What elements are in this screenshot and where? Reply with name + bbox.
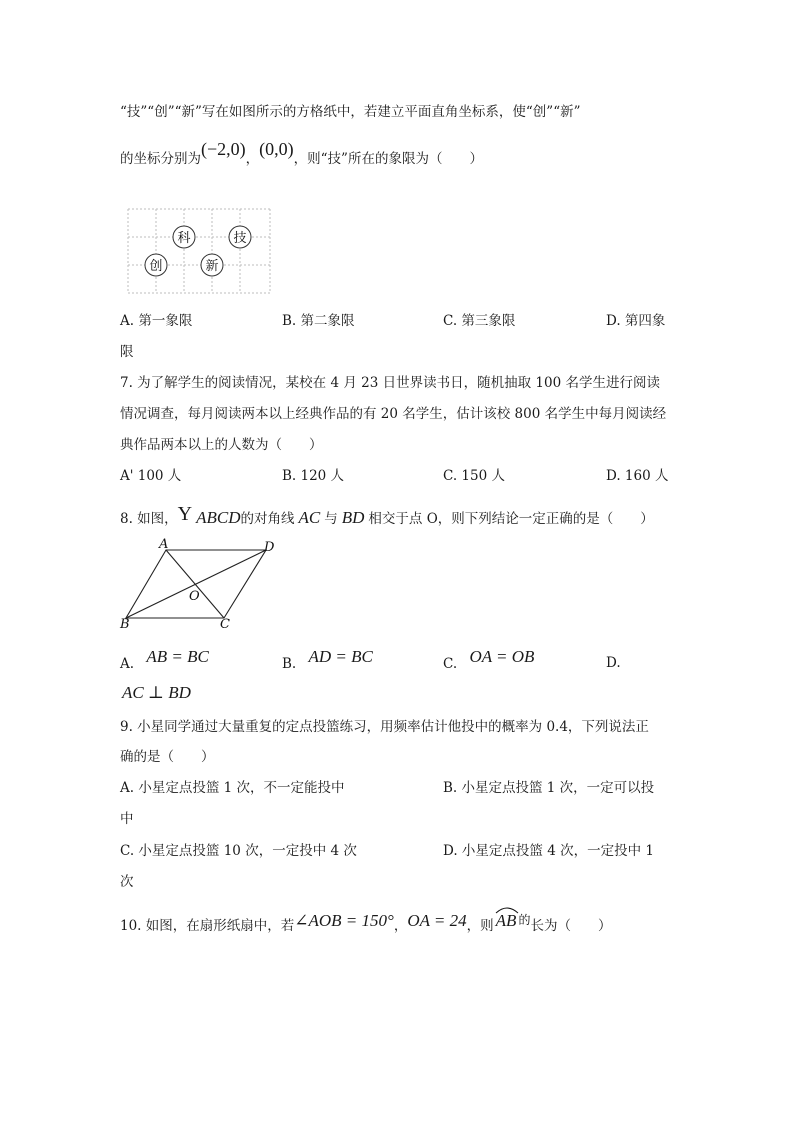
q10-arc-label: AB [495,911,517,930]
q8-option-a-math: AB = BC [146,647,209,666]
q8-mid1: 的对角线 [240,511,295,527]
q8-parallelogram-figure [114,538,284,632]
q7-option-b[interactable]: B. 120 人 [282,468,345,484]
q8-abcd: ABCD [196,508,241,527]
q10-prefix: 10. 如图，在扇形纸扇中，若 [120,918,295,934]
q10-arc-ab [496,910,517,932]
q8-suffix: 相交于点 O，则下列结论一定正确的是（ ） [368,511,654,527]
q7-line-2: 情况调查，每月阅读两本以上经典作品的有 20 名学生，估计该校 800 名学生中每月阅读经 [120,406,667,422]
q6-line-1: “技”“创”“新”写在如图所示的方格纸中，若建立平面直角坐标系，使“创”“新” [120,104,581,120]
q7-line-3: 典作品两本以上的人数为（ ） [120,437,323,453]
q9-option-d[interactable]: D. 小星定点投篮 4 次，一定投中 1 [443,843,654,859]
q8-option-c-label: C. [443,656,458,672]
q8-ac: AC [298,508,321,527]
q9-line-2: 确的是（ ） [120,749,215,765]
q10-oa: OA = 24 [407,911,467,930]
q6-option-b[interactable]: B. 第二象限 [282,313,355,329]
q10-comma: ， [393,918,408,934]
label-d: D [264,540,275,555]
q10-de: 的 [518,913,531,927]
grid-char-chuang: 创 [149,259,163,274]
q8-option-b-label: B. [282,656,297,672]
q10-stem [120,911,612,936]
q10-suffix: 长为（ ） [530,918,612,934]
q6-option-d-continued: 限 [120,344,134,360]
q6-option-c[interactable]: C. 第三象限 [443,313,516,329]
q7-option-a[interactable]: A' 100 人 [120,468,182,484]
q9-option-a[interactable]: A. 小星定点投篮 1 次，不一定能投中 [120,780,345,796]
label-o: O [189,589,200,604]
q8-option-c-math: OA = OB [469,647,535,666]
grid-char-ke: 科 [177,231,191,246]
q8-option-a-label: A. [120,656,135,672]
q9-option-c[interactable]: C. 小星定点投篮 10 次，一定投中 4 次 [120,843,357,859]
q8-stem [120,503,654,528]
q8-bd: BD [341,508,365,527]
grid-char-ji: 技 [233,231,247,246]
q6-option-a[interactable]: A. 第一象限 [120,313,193,329]
q6-coord-chuang: (−2,0) [201,139,246,159]
parallelogram-symbol: Y [177,503,193,525]
q7-option-d[interactable]: D. 160 人 [606,468,669,484]
q8-prefix: 8. 如图， [120,511,178,527]
q6-option-d[interactable]: D. 第四象 [606,313,666,329]
q9-line-1: 9. 小星同学通过大量重复的定点投篮练习，用频率估计他投中的概率为 0.4，下列说法正 [120,719,649,735]
q6-grid-figure [126,207,272,297]
q7-line-1: 7. 为了解学生的阅读情况，某校在 4 月 23 日世界读书日，随机抽取 100 名学生进行阅读 [120,375,660,391]
q8-option-b-math: AD = BC [308,647,373,666]
q9-option-d-continued: 次 [120,874,134,890]
q8-mid2: 与 [324,511,338,527]
q6-line-2 [120,139,483,168]
label-b: B [120,617,130,632]
q9-option-b[interactable]: B. 小星定点投篮 1 次，一定可以投 [443,780,655,796]
label-c: C [220,617,230,632]
q8-option-b[interactable] [282,647,373,674]
q6-text-b: ，则“技”所在的象限为（ ） [293,151,483,167]
q6-coord-xin: (0,0) [259,139,294,159]
q10-mid: ，则 [466,918,494,934]
q6-comma: ， [245,151,260,167]
grid-char-xin: 新 [205,259,219,274]
q7-option-c[interactable]: C. 150 人 [443,468,505,484]
q9-option-b-continued: 中 [120,811,134,827]
q8-option-a[interactable] [120,647,209,674]
label-a: A [159,538,169,552]
q8-option-d[interactable]: D. [606,655,621,671]
q10-angle: ∠AOB = 150° [294,911,394,930]
q8-option-c[interactable] [443,647,535,674]
arc-symbol-icon [494,906,520,914]
q8-option-d-math: AC ⊥ BD [122,683,191,702]
q6-text-a: 的坐标分别为 [120,151,201,167]
